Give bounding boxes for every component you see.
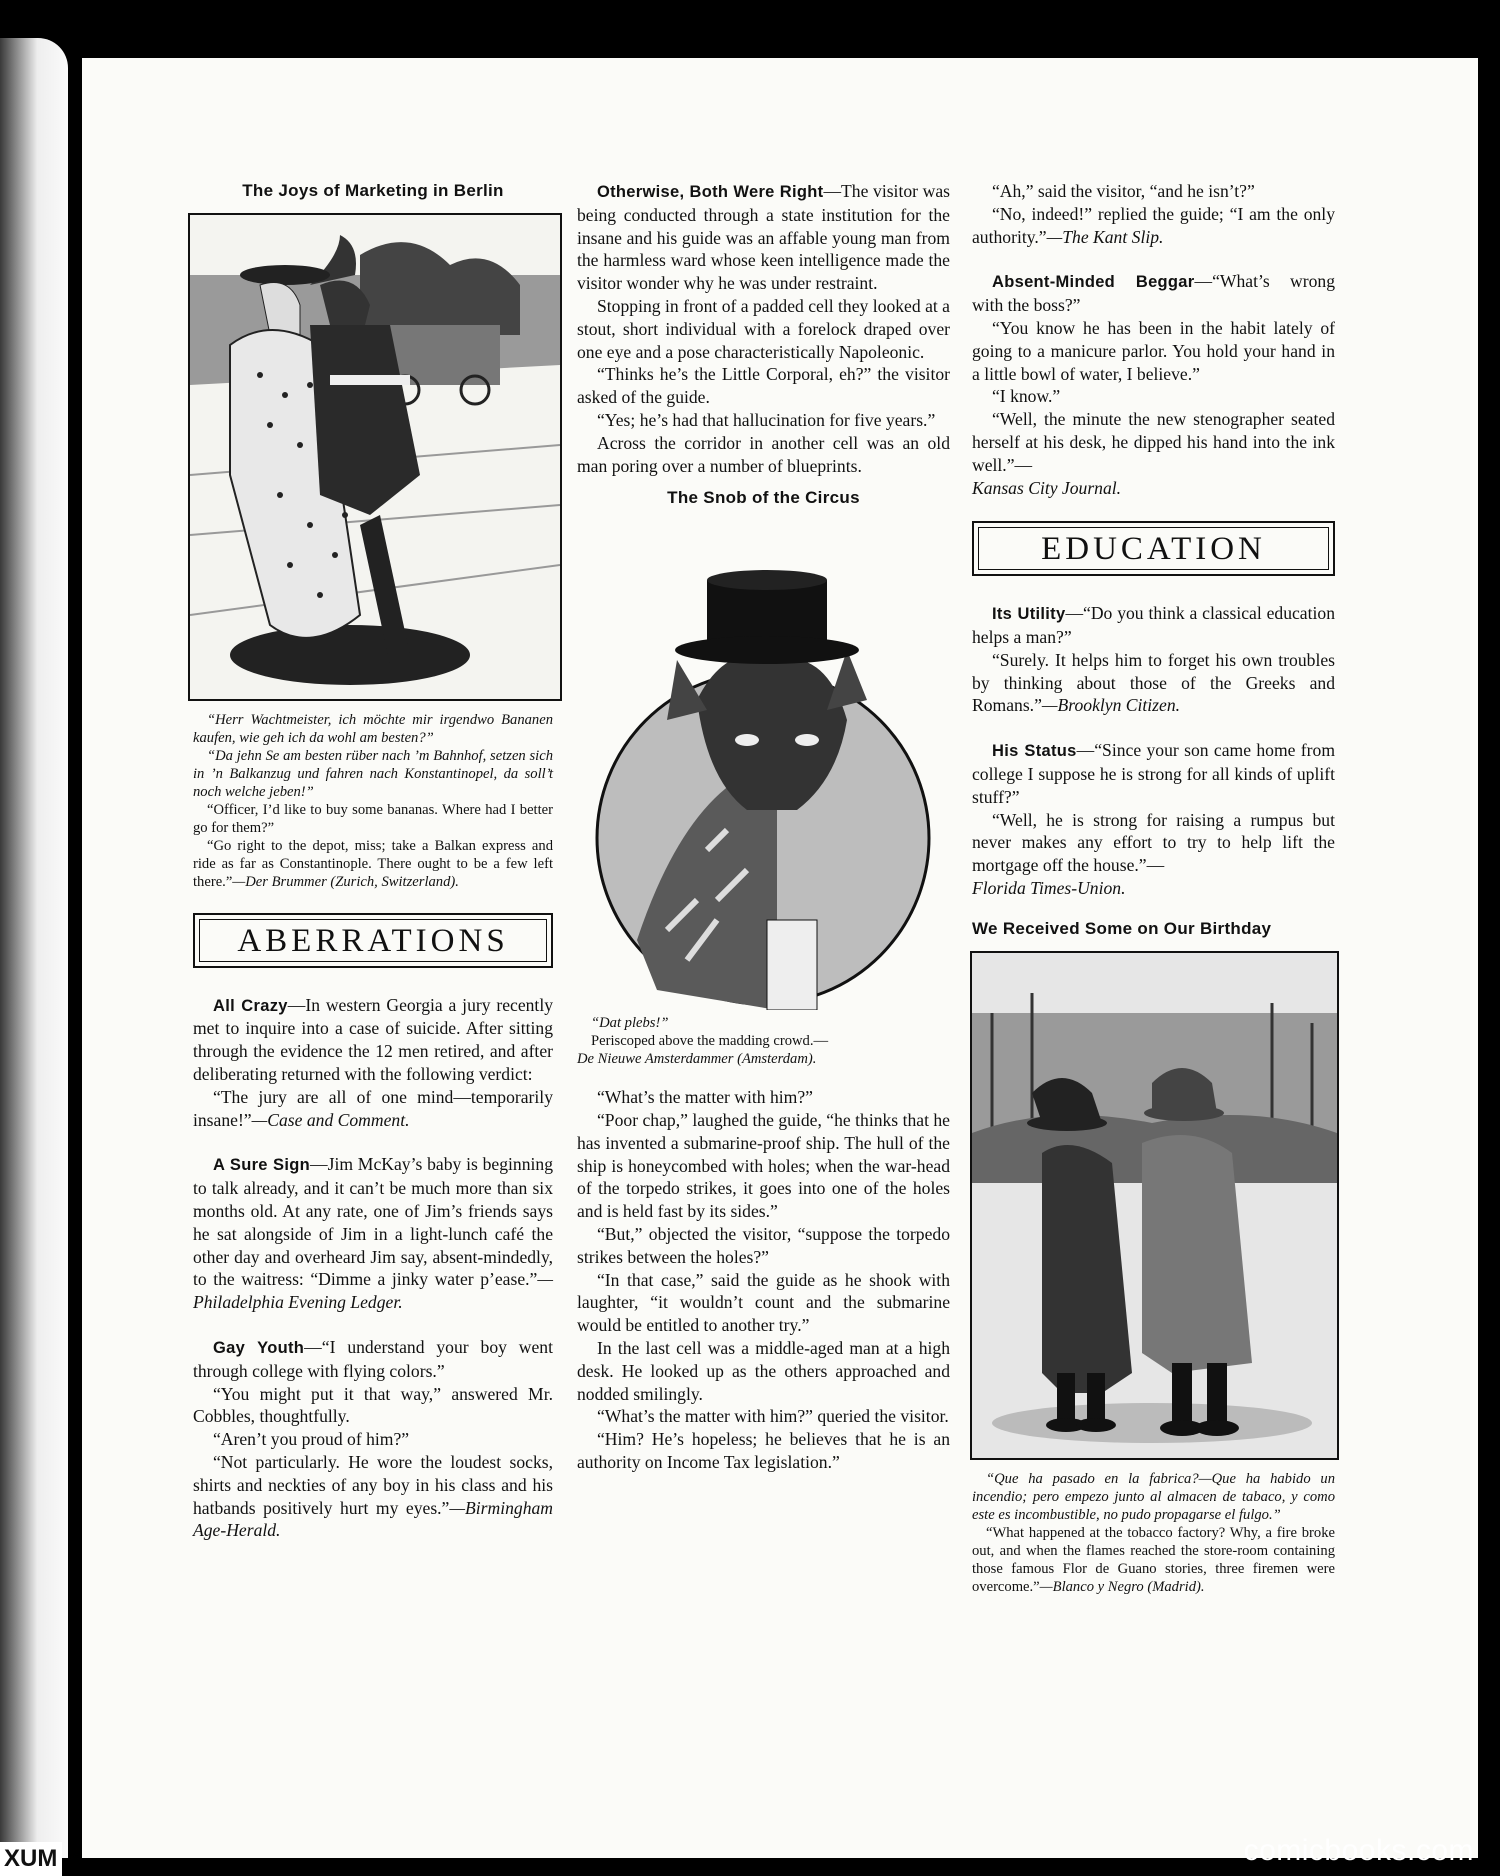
item-both-right-7: “Poor chap,” laughed the guide, “he thinks that he has invented a submarine-proof ship. The hull of the ship is honeycombed with holes; when the war-head of the torpedo strikes, it goes into one of the holes and is held fast by its sides.” <box>577 1109 950 1222</box>
item-beggar-3: “I know.” <box>992 386 1061 407</box>
cartoon-title-birthday: We Received Some on Our Birthday <box>972 918 1272 938</box>
item-status: His Status—“Since your son came home from college I suppose he is strong for all kinds of uplift stuff?” <box>972 740 1336 807</box>
snob-caption-source: De Nieuwe Amsterdammer (Amsterdam). <box>577 1051 817 1068</box>
item-both-right-11: “What’s the matter with him?” queried the visitor. <box>597 1406 949 1427</box>
column-left <box>193 180 553 1542</box>
item-both-right-12: “Him? He’s hopeless; he believes that he is an authority on Income Tax legislation.” <box>577 1429 950 1472</box>
item-gay-youth-2: “You might put it that way,” answered Mr. Cobbles, thoughtfully. <box>193 1383 553 1427</box>
item-kant-2: “No, indeed!” replied the guide; “I am the only authority.”—The Kant Slip. <box>972 203 1335 247</box>
birthday-caption <box>972 1470 1335 1596</box>
birthday-caption-english: “What happened at the tobacco factory? Why, a fire broke out, and when the flames reached the store-room containing those famous Flor de Guano stories, three firemen were overcome.”—Blanco y Negro (Madrid). <box>972 1524 1335 1595</box>
item-status-source: Florida Times-Union. <box>972 877 1126 898</box>
snob-caption-2: Periscoped above the madding crowd.— <box>591 1033 829 1050</box>
watermark: comicbooks.com <box>1243 1834 1474 1867</box>
item-both-right: Otherwise, Both Were Right—The visitor was being conducted through a state institution for the insane and his guide was an affable young man from the harmless ward whose keen intelligence made the visitor wonder why he was under restraint. <box>577 181 950 294</box>
item-gay-youth-4: “Not particularly. He wore the loudest socks, shirts and neckties of any boy in his class and his hatbands positively hurt my eyes.”—Birmingham Age-Herald. <box>193 1451 553 1541</box>
birthday-caption-spanish: “Que ha pasado en la fabrica?—Que ha habido un incendio; pero empezo junto al almacen de tabaco, y como este es incombustible, no pudo propagarse el fulgo.” <box>972 1470 1335 1523</box>
caption-english-2: “Go right to the depot, miss; take a Balkan express and ride as far as Constantinople. There ought to be a few left there.”—Der Brummer (Zurich, Switzerland). <box>193 837 553 890</box>
caption-english-1: “Officer, I’d like to buy some bananas. Where had I better go for them?” <box>193 801 553 836</box>
item-gay-youth-3: “Aren’t you proud of him?” <box>213 1429 410 1450</box>
item-all-crazy-verdict: “The jury are all of one mind—temporarily insane!”—Case and Comment. <box>193 1086 553 1130</box>
item-gay-youth: Gay Youth—“I understand your boy went through college with flying colors.” <box>193 1336 553 1381</box>
snob-cartoon-illustration <box>577 520 950 1010</box>
caption-german-2: “Da jehn Se am besten rüber nach ’m Bahnhof, setzen sich in ’n Balkanzug und fahren nach Konstantinopel, da soll’t noch welche jeben!” <box>193 747 553 800</box>
item-beggar: Absent-Minded Beggar—“What’s wrong with the boss?” <box>972 271 1335 316</box>
item-both-right-10: In the last cell was a middle-aged man at a high desk. He looked up as the others approached and nodded smilingly. <box>577 1337 950 1404</box>
item-both-right-9: “In that case,” said the guide as he shook with laughter, “it wouldn’t count and the submarine would be entitled to another try.” <box>577 1269 950 1336</box>
item-kant-1: “Ah,” said the visitor, “and he isn’t?” <box>992 181 1255 201</box>
item-status-2: “Well, he is strong for raising a rumpus but never makes any effort to try to help lift the mortgage off the house.”— <box>972 809 1335 876</box>
section-title-education: EDUCATION <box>978 527 1329 570</box>
berlin-cartoon-illustration <box>188 213 562 701</box>
column-right <box>972 180 1335 1596</box>
snob-caption-1: “Dat plebs!” <box>591 1015 669 1032</box>
side-tag: XUM <box>0 1842 62 1876</box>
snob-caption <box>577 1014 950 1068</box>
item-utility: Its Utility—“Do you think a classical education helps a man?” <box>972 603 1335 647</box>
cartoon-title-snob: The Snob of the Circus <box>667 488 860 508</box>
section-header-education <box>972 521 1335 576</box>
birthday-cartoon-illustration <box>970 951 1339 1460</box>
item-beggar-4: “Well, the minute the new stenographer seated herself at his desk, he dipped his hand into the ink well.”— <box>972 409 1335 475</box>
item-both-right-8: “But,” objected the visitor, “suppose the torpedo strikes between the holes?” <box>577 1223 950 1267</box>
item-utility-2: “Surely. It helps him to forget his own troubles by thinking about those of the Greeks and Romans.”—Brooklyn Citizen. <box>972 649 1335 716</box>
book-spine <box>0 38 68 1858</box>
item-beggar-source: Kansas City Journal. <box>972 477 1122 498</box>
berlin-caption <box>193 711 553 891</box>
item-both-right-4: “Yes; he’s had that hallucination for five years.” <box>597 409 936 430</box>
item-all-crazy: All Crazy—In western Georgia a jury recently met to inquire into a case of suicide. After sitting through the evidence the 12 men retired, and after deliberating returned with the following verdict: <box>193 994 554 1084</box>
item-both-right-6: “What’s the matter with him?” <box>597 1087 813 1108</box>
item-both-right-2: Stopping in front of a padded cell they looked at a stout, short individual with a forelock draped over one eye and a pose characteristically Napoleonic. <box>577 295 950 362</box>
item-both-right-5: Across the corridor in another cell was an old man poring over a number of blueprints. <box>577 432 950 476</box>
cartoon-title-berlin: The Joys of Marketing in Berlin <box>242 181 504 200</box>
column-middle <box>577 180 950 1474</box>
item-beggar-2: “You know he has been in the habit lately of going to a manicure parlor. You hold your hand in a little bowl of water, I believe.” <box>972 317 1335 384</box>
section-title-aberrations: ABERRATIONS <box>199 919 547 962</box>
caption-german-1: “Herr Wachtmeister, ich möchte mir irgendwo Bananen kaufen, wie geh ich da wohl am besten?” <box>193 711 553 746</box>
section-header-aberrations <box>193 913 553 968</box>
item-both-right-3: “Thinks he’s the Little Corporal, eh?” the visitor asked of the guide. <box>577 364 950 408</box>
item-sure-sign: A Sure Sign—Jim McKay’s baby is beginning to talk already, and it can’t be much more than six months old. At any rate, one of Jim’s friends says he sat alongside of Jim in a light-lunch café the other day and overheard Jim say, absent-mindedly, to the waitress: “Dimme a jinky water p’ease.”—Philadelphia Evening Ledger. <box>193 1154 553 1313</box>
